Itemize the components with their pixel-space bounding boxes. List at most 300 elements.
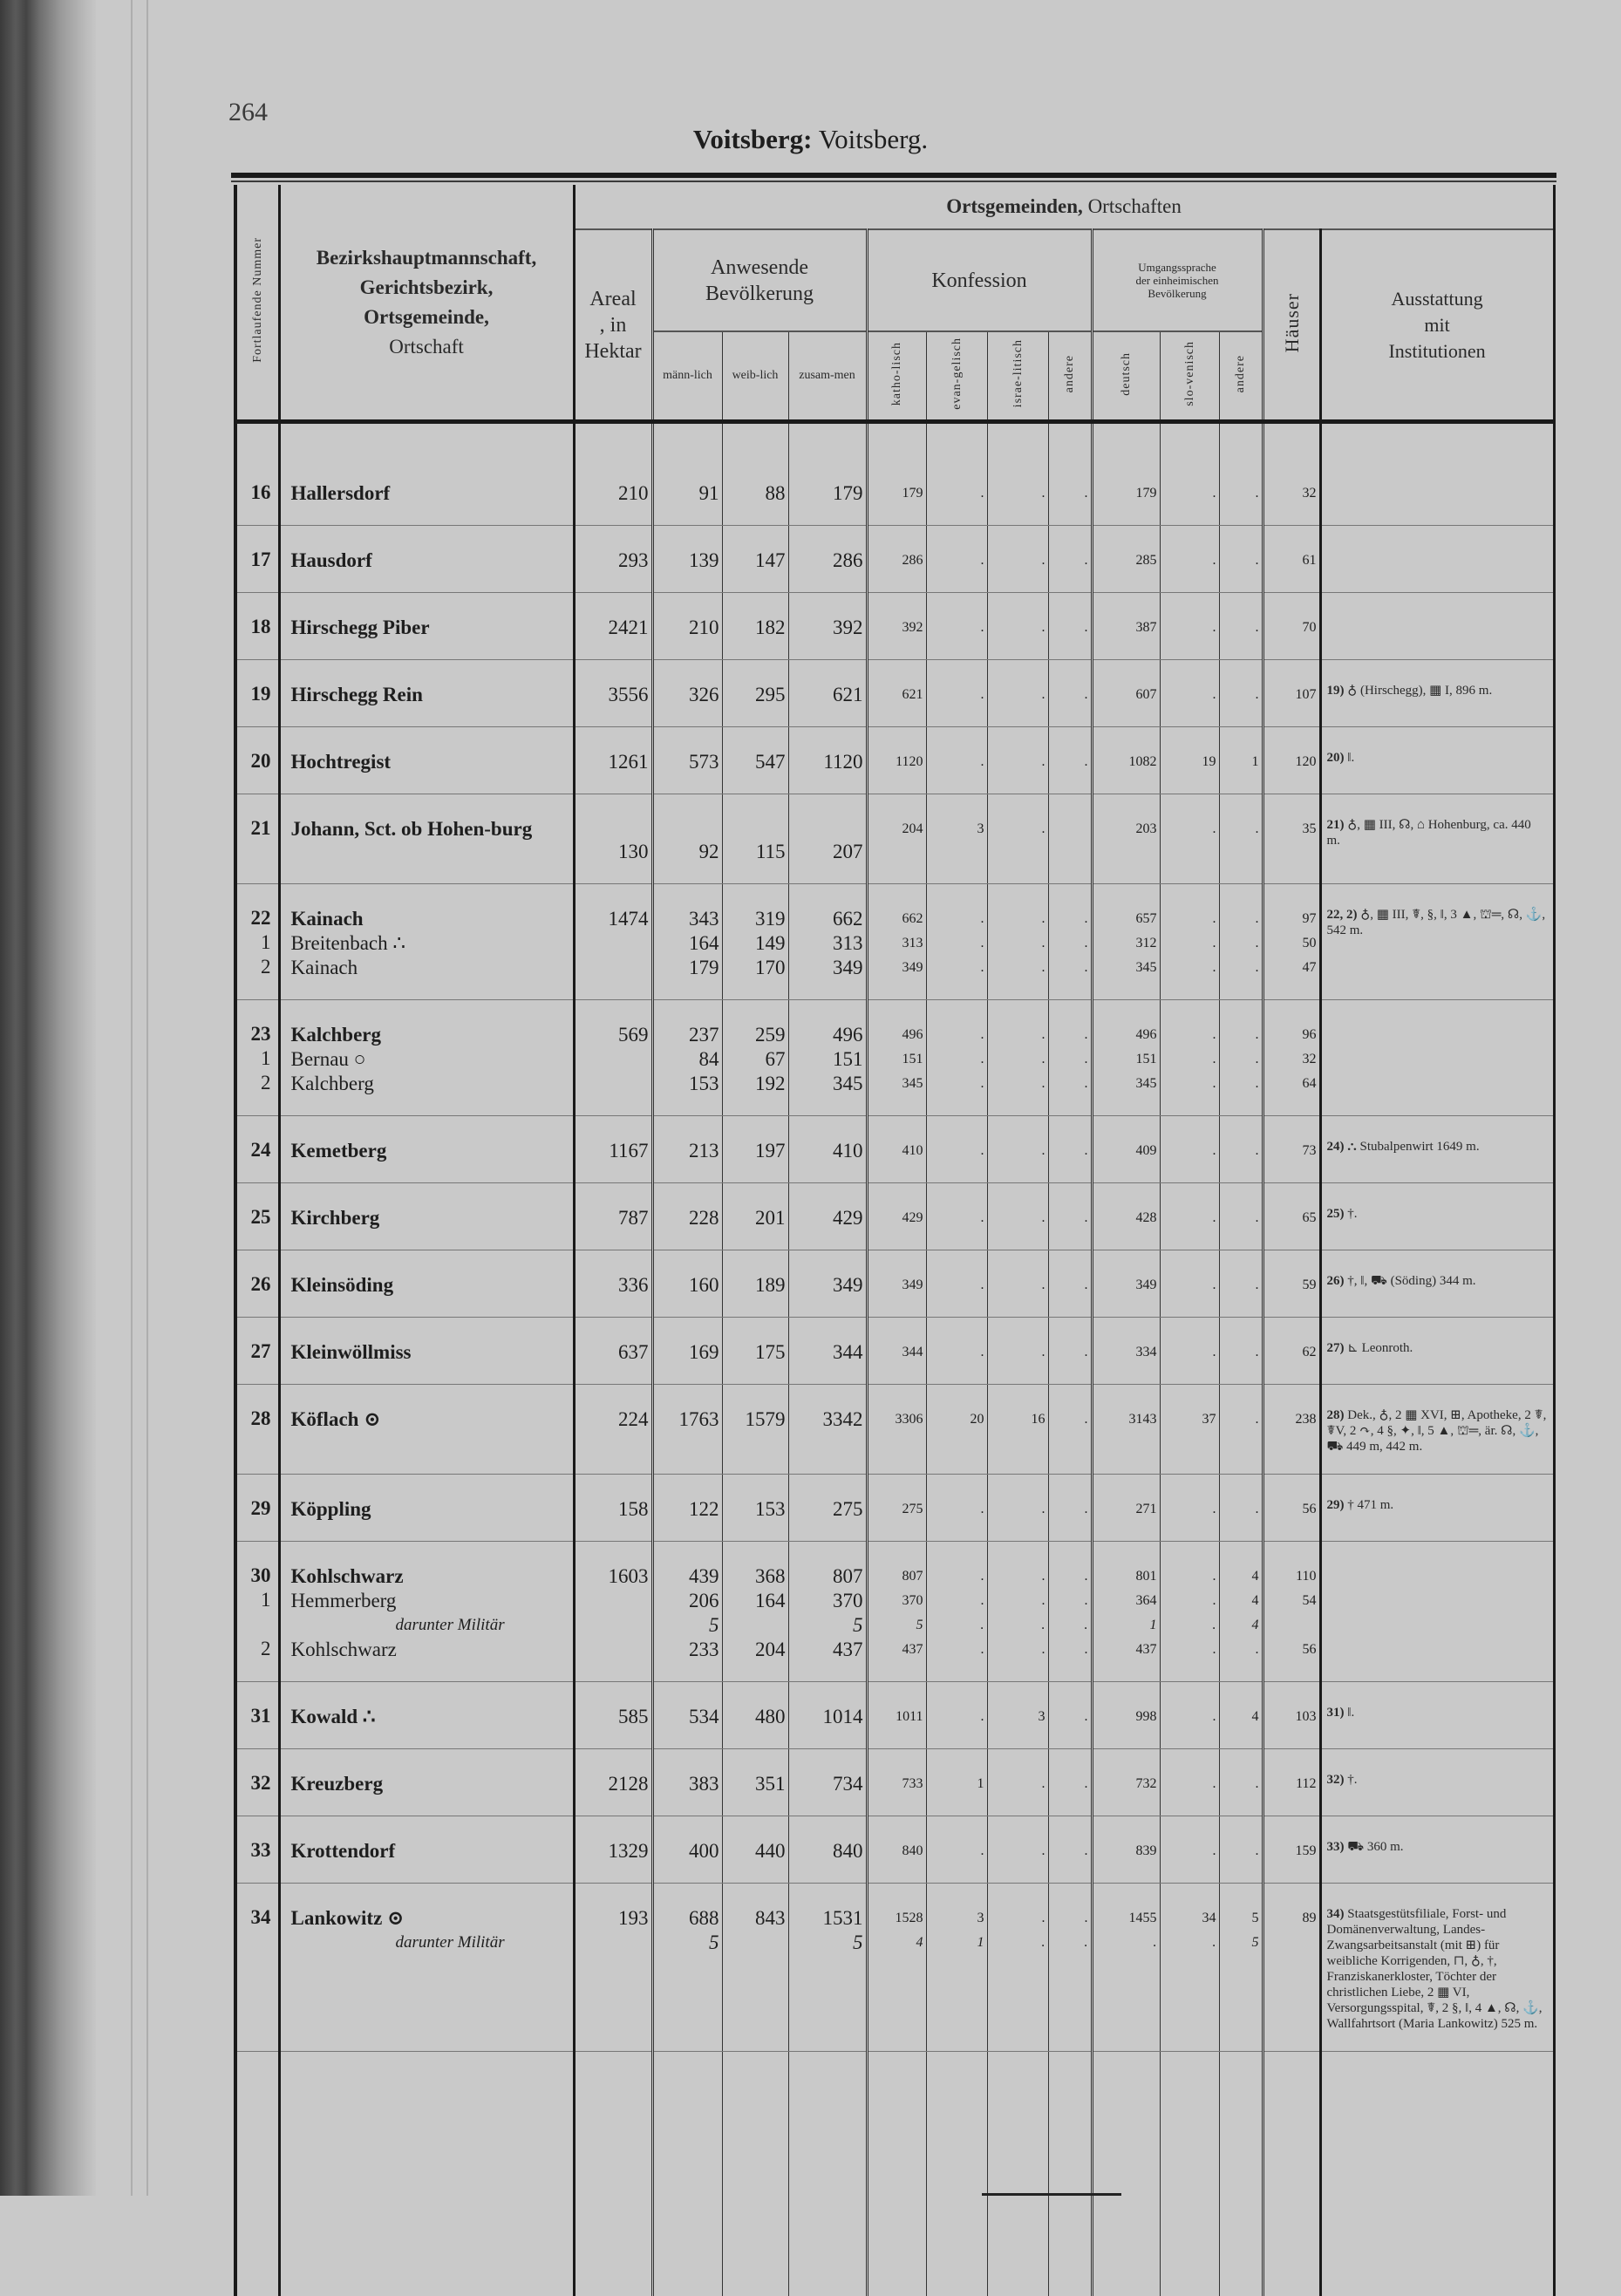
population-total [788,1749,867,1816]
sub-jewish-count-value: . [988,1638,1045,1662]
note-text: ♁, ▦ III, ☊, ⌂ Hohenburg, ca. 440 m. [1327,818,1531,848]
houses-count-value: 62 [1264,1340,1317,1365]
header-areal: Areal , in Hektar [574,229,652,422]
place-name-value: Johann, Sct. ob Hohen-burg [291,817,544,841]
place-name [279,1542,574,1682]
area-hectare [574,1475,652,1542]
slovenian-speakers-value: . [1161,1139,1216,1163]
jewish-count-value: . [988,1497,1045,1522]
population-female [722,526,788,593]
statistics-table [234,185,1556,2296]
empty-cell [987,2052,1048,2296]
german-speakers-value: 998 [1093,1705,1157,1729]
other-confession-count [1048,1682,1092,1749]
place-name [279,459,574,526]
row-number-value: 21 [237,817,271,841]
population-total [788,1250,867,1318]
note-key: 25) [1327,1207,1348,1221]
table-row [235,1183,1554,1250]
page-title-court: Voitsberg. [819,124,928,154]
sub-other-language-speakers-value: 5 [1220,1931,1259,1955]
sub-houses-count-value: 64 [1264,1072,1317,1096]
other-confession-count [1048,1475,1092,1542]
place-name [279,1816,574,1884]
area-hectare-value: 1474 [576,907,649,931]
header-male: männ-lich [652,331,722,422]
place-name [279,1250,574,1318]
population-total [788,1000,867,1116]
header-language: Umgangssprache der einheimischen Bevölkerung [1092,229,1263,331]
other-language-speakers-value: . [1220,1206,1259,1230]
sub-protestant-count-value: . [927,1613,984,1638]
area-hectare [574,794,652,884]
slovenian-speakers [1160,884,1219,1000]
book-binding-edge [0,0,96,2196]
other-language-speakers [1219,1475,1263,1542]
sub-other-confession-count-value: . [1049,1931,1088,1955]
row-number-value: 20 [237,750,271,774]
protestant-count [926,884,987,1000]
slovenian-speakers [1160,660,1219,727]
houses-count-value: 120 [1264,750,1317,774]
other-language-speakers-value: . [1220,1839,1259,1863]
row-number-value: 18 [237,616,271,640]
population-female-value: 189 [723,1273,786,1298]
sub-population-male-value: 164 [654,931,719,956]
header-other-language: andere [1219,331,1263,422]
population-total [788,727,867,794]
binding-crease [131,0,133,2196]
institutions-note [1320,1183,1554,1250]
jewish-count-value: . [988,616,1045,640]
place-name [279,1475,574,1542]
protestant-count [926,1385,987,1475]
population-total-value: 179 [789,481,863,506]
population-total-value: 840 [789,1839,863,1863]
institutions-note [1320,1749,1554,1816]
area-hectare-value: 3556 [576,683,649,707]
note-key: 19) [1327,684,1348,698]
protestant-count-value: . [927,1497,984,1522]
jewish-count [987,1475,1048,1542]
jewish-count-value: . [988,1839,1045,1863]
area-hectare [574,1682,652,1749]
sub-jewish-count-value: . [988,1613,1045,1638]
sub-area-hectare-value [576,1613,649,1638]
header-total: zusam-men [788,331,867,422]
sub-jewish-count-value: . [988,1047,1045,1072]
houses-count-value: 159 [1264,1839,1317,1863]
slovenian-speakers-value: . [1161,1705,1216,1729]
jewish-count [987,1884,1048,2052]
protestant-count-value: . [927,683,984,707]
slovenian-speakers-value: . [1161,817,1216,841]
population-male [652,1682,722,1749]
area-hectare-value: 293 [576,548,649,573]
german-speakers [1092,1000,1160,1116]
houses-count-value: 70 [1264,616,1317,640]
jewish-count [987,459,1048,526]
german-speakers-value: 409 [1093,1139,1157,1163]
population-total [788,1385,867,1475]
population-female [722,1116,788,1183]
jewish-count [987,794,1048,884]
catholic-count [867,1542,926,1682]
note-key: 28) [1327,1408,1348,1422]
sub-other-language-speakers-value: 4 [1220,1613,1259,1638]
slovenian-speakers [1160,1816,1219,1884]
catholic-count-value: 840 [868,1839,923,1863]
sub-other-confession-count-value: . [1049,956,1088,980]
population-male [652,1385,722,1475]
german-speakers-value: 732 [1093,1772,1157,1796]
population-total [788,1318,867,1385]
population-total [788,526,867,593]
population-female [722,660,788,727]
row-number [235,1682,279,1749]
population-total [788,1682,867,1749]
population-total-value: 621 [789,683,863,707]
place-name [279,1318,574,1385]
sub-other-language-speakers-value: . [1220,956,1259,980]
houses-count-value: 35 [1264,817,1317,841]
sub-german-speakers-value: 1 [1093,1613,1157,1638]
population-total-value: 3342 [789,1407,863,1432]
protestant-count [926,1250,987,1318]
houses-count [1263,1542,1320,1682]
row-number [235,884,279,1000]
institutions-note [1320,660,1554,727]
table-row [235,1250,1554,1318]
houses-count-value: 73 [1264,1139,1317,1163]
protestant-count-value: 3 [927,1906,984,1931]
other-language-speakers [1219,1116,1263,1183]
note-key: 22, 2) [1327,908,1361,922]
german-speakers-value: 203 [1093,817,1157,841]
sub-population-total-value: 437 [789,1638,863,1662]
protestant-count-value: . [927,616,984,640]
row-number [235,1475,279,1542]
header-population: Anwesende Bevölkerung [652,229,867,331]
area-hectare-value: 336 [576,1273,649,1298]
population-female [722,1884,788,2052]
jewish-count-value: . [988,481,1045,506]
houses-count [1263,1682,1320,1749]
population-male [652,884,722,1000]
sub-population-total-value: 5 [789,1613,863,1638]
catholic-count [867,1475,926,1542]
houses-count-value: 112 [1264,1772,1317,1796]
slovenian-speakers [1160,1116,1219,1183]
sub-other-confession-count-value: . [1049,1047,1088,1072]
population-total [788,1542,867,1682]
catholic-count [867,1116,926,1183]
table-row [235,727,1554,794]
population-female [722,1318,788,1385]
place-name-value: Köflach ⊙ [291,1407,573,1432]
empty-cell [867,2052,926,2296]
catholic-count [867,727,926,794]
houses-count-value: 59 [1264,1273,1317,1298]
catholic-count-value: 392 [868,616,923,640]
institutions-note [1320,1816,1554,1884]
note-key: 34) [1327,1907,1348,1921]
catholic-count [867,794,926,884]
german-speakers-value: 179 [1093,481,1157,506]
population-total-value: 807 [789,1564,863,1589]
table-row [235,593,1554,660]
population-male [652,794,722,884]
row-number-value: 22 [237,907,271,931]
protestant-count [926,1116,987,1183]
other-confession-count-value: . [1049,1340,1088,1365]
place-name [279,727,574,794]
other-language-speakers-value: . [1220,1139,1259,1163]
row-number-value: 31 [237,1705,271,1729]
sub-other-confession-count-value: . [1049,1589,1088,1613]
sub-place-name-value: Breitenbach ∴ [291,931,573,956]
other-confession-count-value: . [1049,1564,1088,1589]
population-male-value: 213 [654,1139,719,1163]
other-language-speakers-value: 1 [1220,750,1259,774]
population-female-value: 259 [723,1023,786,1047]
protestant-count-value: . [927,481,984,506]
sub-row-number-value: 1 [237,1047,271,1072]
houses-count [1263,459,1320,526]
population-male-value: 534 [654,1705,719,1729]
population-total-value: 662 [789,907,863,931]
row-number-value: 19 [237,683,271,707]
population-male-value: 228 [654,1206,719,1230]
row-number-value: 16 [237,481,271,506]
area-hectare-value: 2128 [576,1772,649,1796]
area-hectare [574,1318,652,1385]
empty-cell [574,2052,652,2296]
place-name-value: Kalchberg [291,1023,573,1047]
population-total-value: 207 [789,840,863,864]
german-speakers-value: 349 [1093,1273,1157,1298]
table-row [235,1116,1554,1183]
catholic-count-value: 429 [868,1206,923,1230]
sub-population-female-value: 164 [723,1589,786,1613]
place-name [279,1682,574,1749]
population-female [722,1000,788,1116]
other-language-speakers-value: . [1220,907,1259,931]
catholic-count-value: 3306 [868,1407,923,1432]
german-speakers [1092,526,1160,593]
table-top-rule-thin [231,181,1556,182]
slovenian-speakers-value: . [1161,1340,1216,1365]
other-language-speakers-value: . [1220,1273,1259,1298]
population-total [788,1475,867,1542]
row-number [235,1318,279,1385]
area-hectare [574,1000,652,1116]
place-name [279,1385,574,1475]
houses-count-value: 96 [1264,1023,1317,1047]
protestant-count-value: . [927,1839,984,1863]
sub-other-confession-count-value: . [1049,1072,1088,1096]
table-row [235,526,1554,593]
page-title [0,124,1621,155]
population-female-value: 201 [723,1206,786,1230]
catholic-count-value: 807 [868,1564,923,1589]
houses-count [1263,526,1320,593]
header-houses: Häuser [1263,229,1320,422]
place-name [279,593,574,660]
population-male-value: 169 [654,1340,719,1365]
note-key: 20) [1327,751,1348,765]
note-text: ‖. [1347,1706,1354,1720]
table-row [235,1385,1554,1475]
sub-population-total-value: 370 [789,1589,863,1613]
institutions-note [1320,1385,1554,1475]
population-male-value: 92 [654,840,719,864]
place-name [279,1116,574,1183]
sub-jewish-count-value: . [988,1931,1045,1955]
houses-count [1263,884,1320,1000]
houses-count [1263,1183,1320,1250]
population-female [722,1475,788,1542]
other-confession-count [1048,1318,1092,1385]
population-female-value: 440 [723,1839,786,1863]
area-hectare-value: 637 [576,1340,649,1365]
slovenian-speakers [1160,1682,1219,1749]
slovenian-speakers [1160,1000,1219,1116]
population-female-value: 153 [723,1497,786,1522]
other-confession-count [1048,794,1092,884]
jewish-count [987,1318,1048,1385]
sub-other-confession-count-value: . [1049,931,1088,956]
area-hectare-value: 585 [576,1705,649,1729]
slovenian-speakers-value: . [1161,1497,1216,1522]
place-name [279,1000,574,1116]
other-language-speakers [1219,794,1263,884]
row-number-value: 25 [237,1206,271,1230]
population-total-value: 496 [789,1023,863,1047]
slovenian-speakers [1160,1183,1219,1250]
area-hectare [574,660,652,727]
catholic-count-value: 204 [868,817,923,841]
other-confession-count-value: . [1049,548,1088,573]
sub-population-female-value [723,1613,786,1638]
sub-jewish-count-value: . [988,1589,1045,1613]
empty-cell [1048,2052,1092,2296]
population-total-value: 392 [789,616,863,640]
jewish-count-value: . [988,548,1045,573]
catholic-count-value: 733 [868,1772,923,1796]
houses-count-value: 61 [1264,548,1317,573]
slovenian-speakers-value: . [1161,1772,1216,1796]
jewish-count-value: 3 [988,1705,1045,1729]
jewish-count [987,1000,1048,1116]
other-language-speakers-value: 4 [1220,1705,1259,1729]
german-speakers-value: 839 [1093,1839,1157,1863]
sub-area-hectare-value [576,1931,649,1955]
sub-row-number-value: 1 [237,931,271,956]
german-speakers-value: 657 [1093,907,1157,931]
german-speakers [1092,593,1160,660]
jewish-count-value: 16 [988,1407,1045,1432]
row-number [235,1250,279,1318]
area-hectare [574,1749,652,1816]
sub-houses-count-value: 50 [1264,931,1317,956]
population-male [652,526,722,593]
protestant-count [926,727,987,794]
population-male-value: 688 [654,1906,719,1931]
sub-german-speakers-value: 364 [1093,1589,1157,1613]
note-text: † 471 m. [1347,1498,1393,1512]
sub-houses-count-value [1264,1613,1317,1638]
sub-place-name-value: Kohlschwarz [291,1638,573,1662]
other-language-speakers-value: 5 [1220,1906,1259,1931]
table-row [235,459,1554,526]
place-name-value: Kowald ∴ [291,1705,573,1729]
slovenian-speakers [1160,1385,1219,1475]
sub-german-speakers-value: 151 [1093,1047,1157,1072]
row-number-value: 23 [237,1023,271,1047]
other-language-speakers-value: . [1220,1340,1259,1365]
area-hectare-value: 158 [576,1497,649,1522]
other-confession-count-value [1049,817,1088,841]
catholic-count-value: 344 [868,1340,923,1365]
sub-catholic-count-value: 370 [868,1589,923,1613]
slovenian-speakers [1160,1250,1219,1318]
catholic-count [867,526,926,593]
place-name-value: Hausdorf [291,548,573,573]
sub-row-number-value [237,1931,271,1955]
population-total-value: 349 [789,1273,863,1298]
institutions-note [1320,1250,1554,1318]
other-confession-count [1048,1385,1092,1475]
population-female [722,1816,788,1884]
row-number [235,593,279,660]
note-text: Dek., ♁, 2 ▦ XVI, ⊞, Apotheke, 2 ☤, ☤V, 2 ↷, 4 §, ✦, ‖, 5 ▲, ⛫═, är. ☊, ⚓, ⛟ 449 m, 442 m. [1327,1408,1547,1454]
header-confession: Konfession [867,229,1092,331]
jewish-count-value: . [988,1340,1045,1365]
population-total-value: 286 [789,548,863,573]
place-name-value: Krottendorf [291,1839,573,1863]
other-confession-count-value: . [1049,1139,1088,1163]
other-language-speakers-value: 4 [1220,1564,1259,1589]
row-number [235,1183,279,1250]
institutions-note [1320,1542,1554,1682]
area-hectare [574,459,652,526]
german-speakers [1092,1385,1160,1475]
sub-houses-count-value: 47 [1264,956,1317,980]
place-name [279,794,574,884]
slovenian-speakers-value: . [1161,481,1216,506]
sub-area-hectare-value [576,1638,649,1662]
population-male-value: 122 [654,1497,719,1522]
houses-count-value: 97 [1264,907,1317,931]
german-speakers-value: 334 [1093,1340,1157,1365]
catholic-count-value: 286 [868,548,923,573]
protestant-count-value: . [927,1139,984,1163]
other-confession-count [1048,1116,1092,1183]
population-male [652,660,722,727]
other-confession-count-value: . [1049,1906,1088,1931]
table-row [235,1749,1554,1816]
header-running-number: Fortlaufende Nummer [235,185,279,422]
jewish-count [987,1816,1048,1884]
catholic-count [867,884,926,1000]
sub-slovenian-speakers-value: . [1161,1047,1216,1072]
german-speakers [1092,1116,1160,1183]
protestant-count-value: . [927,907,984,931]
institutions-note [1320,1682,1554,1749]
area-hectare [574,1542,652,1682]
population-total [788,660,867,727]
